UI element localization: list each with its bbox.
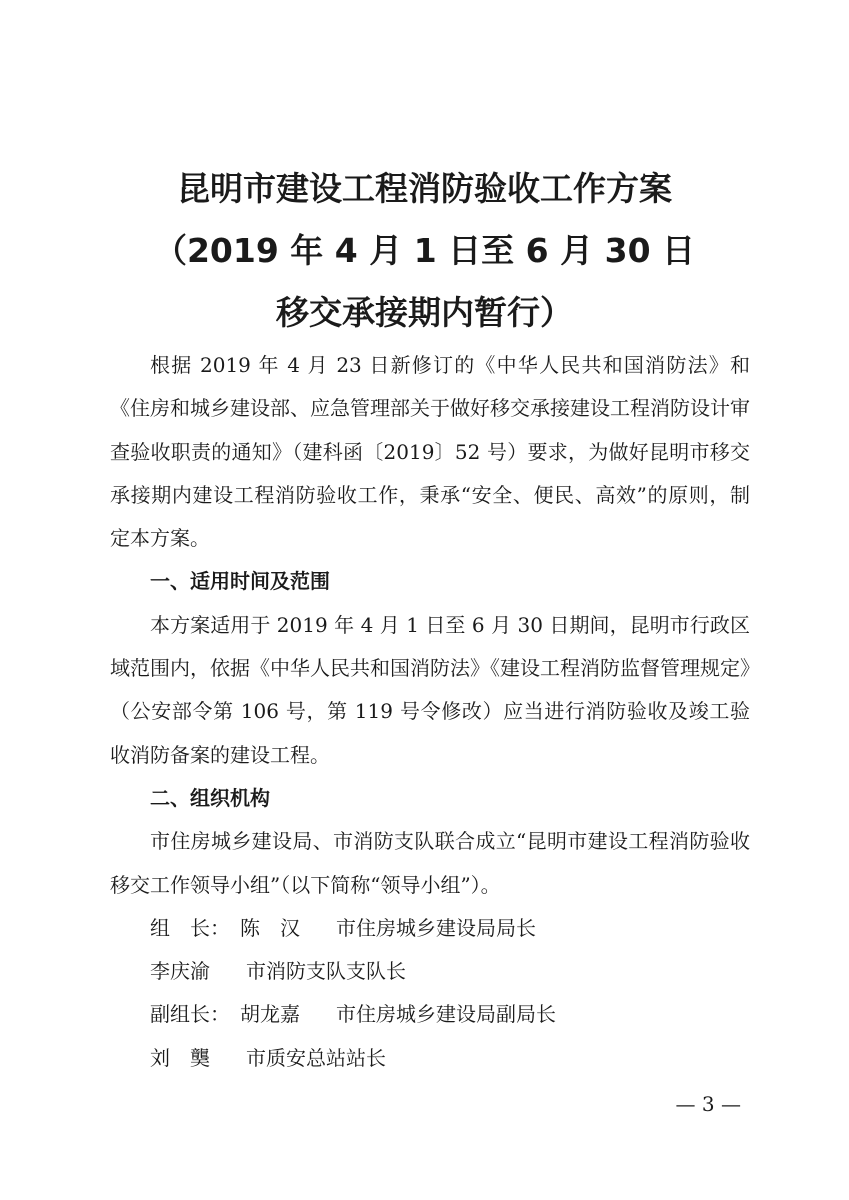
member-position: 市质安总站站长 <box>246 1045 386 1070</box>
document-body <box>110 344 750 1080</box>
title-line-2: （2019 年 4 月 1 日至 6 月 30 日 <box>153 231 696 270</box>
member-row <box>110 1037 750 1080</box>
section-heading-scope: 一、适用时间及范围 <box>150 569 330 594</box>
member-row <box>110 950 750 993</box>
member-position: 市住房城乡建设局局长 <box>336 915 536 940</box>
page-number: — 3 — <box>675 1092 741 1116</box>
title-line-1: 昆明市建设工程消防验收工作方案 <box>177 169 672 208</box>
member-name: 刘 龑 <box>150 1045 210 1070</box>
title-line-3: 移交承接期内暂行） <box>276 293 573 332</box>
member-row <box>110 993 750 1036</box>
member-role: 副组长： <box>150 1002 230 1027</box>
organization-paragraph: 市住房城乡建设局、市消防支队联合成立“昆明市建设工程消防验收移交工作领导小组”（以下简称“领导小组”）。 <box>110 829 750 897</box>
member-row <box>110 907 750 950</box>
member-name: 陈 汉 <box>240 915 300 940</box>
member-name: 李庆渝 <box>150 959 210 984</box>
member-position: 市消防支队支队长 <box>246 959 406 984</box>
member-position: 市住房城乡建设局副局长 <box>336 1002 556 1027</box>
section-heading-organization: 二、组织机构 <box>150 785 270 810</box>
member-name: 胡龙嘉 <box>240 1002 300 1027</box>
scope-paragraph: 本方案适用于 2019 年 4 月 1 日至 6 月 30 日期间，昆明市行政区域范围内，依据《中华人民共和国消防法》《建设工程消防监督管理规定》（公安部令第 106 号，第 119 号令修改）应当进行消防验收及竣工验收消防备案的建设工程。 <box>110 612 750 767</box>
member-role: 组 长： <box>150 915 230 940</box>
intro-paragraph: 根据 2019 年 4 月 23 日新修订的《中华人民共和国消防法》和《住房和城乡建设部、应急管理部关于做好移交承接建设工程消防设计审查验收职责的通知》（建科函〔2019〕52 号）要求，为做好昆明市移交承接期内建设工程消防验收工作，秉承“安全、便民、高效”的原则，制定本方案。 <box>110 353 750 551</box>
document-title <box>0 158 849 344</box>
